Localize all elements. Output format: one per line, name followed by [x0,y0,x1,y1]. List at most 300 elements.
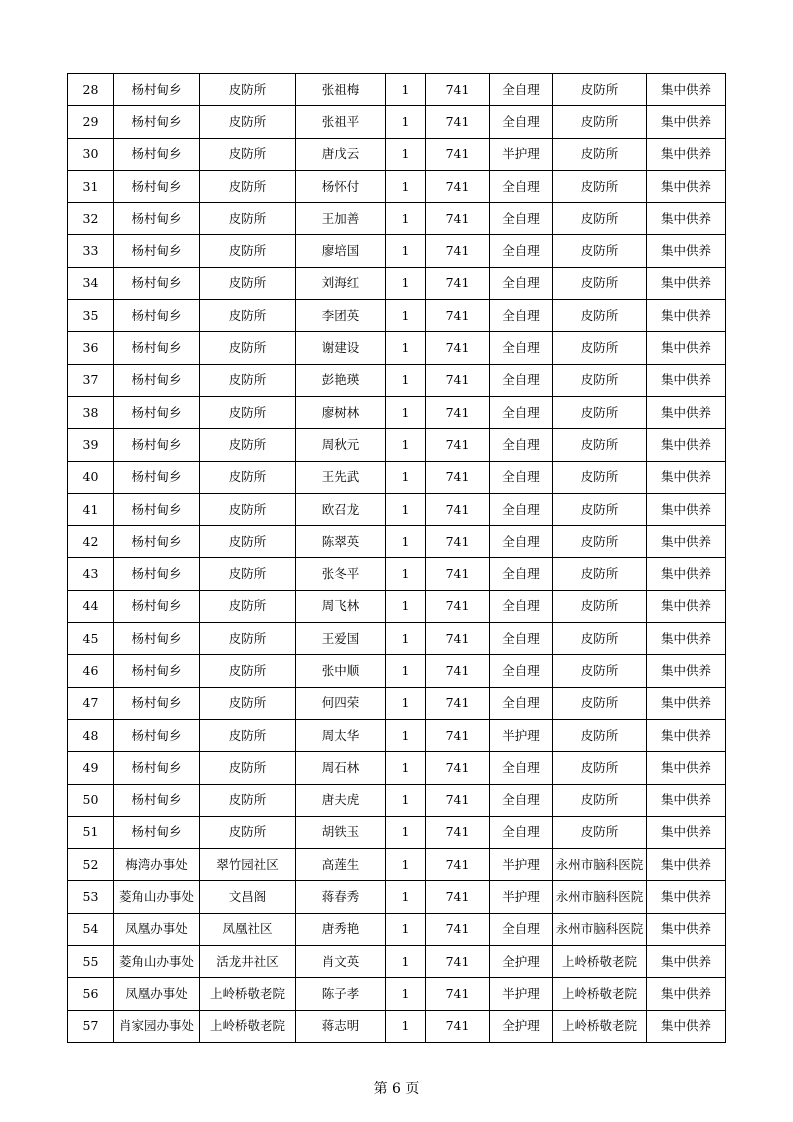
amount-cell: 741 [426,429,490,461]
count-cell: 1 [386,816,426,848]
row-number-cell: 42 [68,526,114,558]
support-type-cell: 集中供养 [647,623,726,655]
care-level-cell: 半护理 [490,881,553,913]
unit-cell: 皮防所 [200,267,296,299]
care-level-cell: 全自理 [490,655,553,687]
row-number-cell: 29 [68,106,114,138]
row-number-cell: 55 [68,946,114,978]
support-type-cell: 集中供养 [647,881,726,913]
township-cell: 杨村甸乡 [114,655,200,687]
institution-cell: 皮防所 [553,655,647,687]
institution-cell: 皮防所 [553,332,647,364]
row-number-cell: 39 [68,429,114,461]
row-number-cell: 56 [68,978,114,1010]
township-cell: 杨村甸乡 [114,396,200,428]
care-level-cell: 全自理 [490,235,553,267]
table-row [68,881,726,913]
support-type-cell: 集中供养 [647,687,726,719]
support-type-cell: 集中供养 [647,235,726,267]
unit-cell: 皮防所 [200,235,296,267]
township-cell: 凤凰办事处 [114,978,200,1010]
table-row [68,170,726,202]
institution-cell: 皮防所 [553,106,647,138]
table-row [68,978,726,1010]
amount-cell: 741 [426,74,490,106]
institution-cell: 永州市脑科医院 [553,913,647,945]
care-level-cell: 全自理 [490,170,553,202]
township-cell: 杨村甸乡 [114,74,200,106]
count-cell: 1 [386,235,426,267]
support-type-cell: 集中供养 [647,784,726,816]
person-name-cell: 何四荣 [296,687,386,719]
table-row [68,816,726,848]
support-type-cell: 集中供养 [647,396,726,428]
table-row [68,74,726,106]
row-number-cell: 34 [68,267,114,299]
care-level-cell: 半护理 [490,849,553,881]
township-cell: 杨村甸乡 [114,106,200,138]
institution-cell: 皮防所 [553,300,647,332]
amount-cell: 741 [426,719,490,751]
unit-cell: 上岭桥敬老院 [200,1010,296,1042]
count-cell: 1 [386,687,426,719]
institution-cell: 皮防所 [553,493,647,525]
support-type-cell: 集中供养 [647,946,726,978]
institution-cell: 皮防所 [553,526,647,558]
amount-cell: 741 [426,332,490,364]
table-row [68,396,726,428]
unit-cell: 皮防所 [200,784,296,816]
amount-cell: 741 [426,526,490,558]
amount-cell: 741 [426,1010,490,1042]
support-type-cell: 集中供养 [647,913,726,945]
amount-cell: 741 [426,687,490,719]
support-type-cell: 集中供养 [647,849,726,881]
unit-cell: 皮防所 [200,203,296,235]
count-cell: 1 [386,364,426,396]
table-row [68,203,726,235]
row-number-cell: 32 [68,203,114,235]
care-level-cell: 全自理 [490,623,553,655]
row-number-cell: 33 [68,235,114,267]
row-number-cell: 43 [68,558,114,590]
township-cell: 杨村甸乡 [114,590,200,622]
care-level-cell: 全自理 [490,558,553,590]
amount-cell: 741 [426,300,490,332]
unit-cell: 皮防所 [200,558,296,590]
count-cell: 1 [386,752,426,784]
township-cell: 杨村甸乡 [114,461,200,493]
unit-cell: 皮防所 [200,493,296,525]
support-type-cell: 集中供养 [647,461,726,493]
amount-cell: 741 [426,396,490,428]
institution-cell: 皮防所 [553,752,647,784]
support-type-cell: 集中供养 [647,203,726,235]
unit-cell: 皮防所 [200,138,296,170]
township-cell: 杨村甸乡 [114,203,200,235]
unit-cell: 皮防所 [200,332,296,364]
row-number-cell: 53 [68,881,114,913]
support-type-cell: 集中供养 [647,655,726,687]
support-type-cell: 集中供养 [647,752,726,784]
institution-cell: 永州市脑科医院 [553,881,647,913]
table-row [68,332,726,364]
person-name-cell: 陈子孝 [296,978,386,1010]
table-body [68,74,726,1043]
support-type-cell: 集中供养 [647,816,726,848]
unit-cell: 皮防所 [200,719,296,751]
care-level-cell: 全自理 [490,784,553,816]
institution-cell: 皮防所 [553,235,647,267]
unit-cell: 文昌阁 [200,881,296,913]
row-number-cell: 47 [68,687,114,719]
amount-cell: 741 [426,784,490,816]
row-number-cell: 57 [68,1010,114,1042]
township-cell: 杨村甸乡 [114,752,200,784]
amount-cell: 741 [426,267,490,299]
row-number-cell: 52 [68,849,114,881]
count-cell: 1 [386,978,426,1010]
person-name-cell: 廖树林 [296,396,386,428]
count-cell: 1 [386,881,426,913]
unit-cell: 皮防所 [200,170,296,202]
institution-cell: 皮防所 [553,719,647,751]
count-cell: 1 [386,493,426,525]
care-level-cell: 半护理 [490,138,553,170]
unit-cell: 皮防所 [200,300,296,332]
care-level-cell: 全自理 [490,752,553,784]
institution-cell: 上岭桥敬老院 [553,1010,647,1042]
table-row [68,784,726,816]
count-cell: 1 [386,526,426,558]
person-name-cell: 张祖梅 [296,74,386,106]
count-cell: 1 [386,74,426,106]
unit-cell: 皮防所 [200,461,296,493]
table-row [68,235,726,267]
person-name-cell: 周秋元 [296,429,386,461]
institution-cell: 上岭桥敬老院 [553,946,647,978]
table-row [68,655,726,687]
person-name-cell: 廖培国 [296,235,386,267]
care-level-cell: 半护理 [490,719,553,751]
table-row [68,267,726,299]
table-row [68,461,726,493]
township-cell: 杨村甸乡 [114,235,200,267]
township-cell: 杨村甸乡 [114,138,200,170]
care-level-cell: 全自理 [490,429,553,461]
count-cell: 1 [386,558,426,590]
support-type-cell: 集中供养 [647,332,726,364]
township-cell: 菱角山办事处 [114,881,200,913]
person-name-cell: 周飞林 [296,590,386,622]
township-cell: 杨村甸乡 [114,719,200,751]
amount-cell: 741 [426,461,490,493]
count-cell: 1 [386,267,426,299]
row-number-cell: 40 [68,461,114,493]
support-type-cell: 集中供养 [647,590,726,622]
amount-cell: 741 [426,623,490,655]
person-name-cell: 杨怀付 [296,170,386,202]
amount-cell: 741 [426,558,490,590]
row-number-cell: 46 [68,655,114,687]
care-level-cell: 全自理 [490,267,553,299]
person-name-cell: 高莲生 [296,849,386,881]
row-number-cell: 48 [68,719,114,751]
unit-cell: 皮防所 [200,687,296,719]
unit-cell: 凤凰社区 [200,913,296,945]
amount-cell: 741 [426,493,490,525]
amount-cell: 741 [426,138,490,170]
count-cell: 1 [386,332,426,364]
table-row [68,1010,726,1042]
care-level-cell: 全自理 [490,687,553,719]
unit-cell: 皮防所 [200,623,296,655]
institution-cell: 皮防所 [553,203,647,235]
unit-cell: 皮防所 [200,655,296,687]
amount-cell: 741 [426,913,490,945]
care-level-cell: 全自理 [490,461,553,493]
row-number-cell: 41 [68,493,114,525]
table-row [68,719,726,751]
table-row [68,849,726,881]
count-cell: 1 [386,138,426,170]
amount-cell: 741 [426,816,490,848]
person-name-cell: 刘海红 [296,267,386,299]
institution-cell: 皮防所 [553,364,647,396]
row-number-cell: 31 [68,170,114,202]
data-table [67,73,726,1043]
person-name-cell: 谢建设 [296,332,386,364]
support-type-cell: 集中供养 [647,719,726,751]
township-cell: 杨村甸乡 [114,267,200,299]
unit-cell: 皮防所 [200,816,296,848]
care-level-cell: 全护理 [490,1010,553,1042]
person-name-cell: 周石林 [296,752,386,784]
count-cell: 1 [386,429,426,461]
institution-cell: 皮防所 [553,558,647,590]
count-cell: 1 [386,170,426,202]
care-level-cell: 全自理 [490,74,553,106]
township-cell: 杨村甸乡 [114,493,200,525]
support-type-cell: 集中供养 [647,300,726,332]
row-number-cell: 45 [68,623,114,655]
care-level-cell: 全自理 [490,106,553,138]
row-number-cell: 35 [68,300,114,332]
unit-cell: 皮防所 [200,396,296,428]
unit-cell: 皮防所 [200,590,296,622]
institution-cell: 皮防所 [553,623,647,655]
institution-cell: 皮防所 [553,461,647,493]
count-cell: 1 [386,1010,426,1042]
person-name-cell: 张冬平 [296,558,386,590]
count-cell: 1 [386,203,426,235]
amount-cell: 741 [426,655,490,687]
care-level-cell: 全自理 [490,816,553,848]
institution-cell: 皮防所 [553,816,647,848]
table-row [68,946,726,978]
table-row [68,590,726,622]
count-cell: 1 [386,655,426,687]
unit-cell: 皮防所 [200,752,296,784]
township-cell: 菱角山办事处 [114,946,200,978]
support-type-cell: 集中供养 [647,978,726,1010]
person-name-cell: 肖文英 [296,946,386,978]
count-cell: 1 [386,623,426,655]
support-type-cell: 集中供养 [647,526,726,558]
person-name-cell: 唐秀艳 [296,913,386,945]
support-type-cell: 集中供养 [647,170,726,202]
amount-cell: 741 [426,946,490,978]
care-level-cell: 半护理 [490,978,553,1010]
care-level-cell: 全自理 [490,913,553,945]
township-cell: 杨村甸乡 [114,816,200,848]
person-name-cell: 陈翠英 [296,526,386,558]
care-level-cell: 全自理 [490,203,553,235]
support-type-cell: 集中供养 [647,1010,726,1042]
person-name-cell: 李团英 [296,300,386,332]
care-level-cell: 全自理 [490,396,553,428]
township-cell: 肖家园办事处 [114,1010,200,1042]
township-cell: 杨村甸乡 [114,429,200,461]
care-level-cell: 全自理 [490,332,553,364]
person-name-cell: 彭艳瑛 [296,364,386,396]
township-cell: 杨村甸乡 [114,332,200,364]
amount-cell: 741 [426,752,490,784]
amount-cell: 741 [426,881,490,913]
person-name-cell: 唐夫虎 [296,784,386,816]
institution-cell: 皮防所 [553,429,647,461]
unit-cell: 上岭桥敬老院 [200,978,296,1010]
person-name-cell: 胡铁玉 [296,816,386,848]
amount-cell: 741 [426,235,490,267]
support-type-cell: 集中供养 [647,267,726,299]
row-number-cell: 30 [68,138,114,170]
township-cell: 杨村甸乡 [114,364,200,396]
count-cell: 1 [386,719,426,751]
person-name-cell: 王加善 [296,203,386,235]
person-name-cell: 蒋志明 [296,1010,386,1042]
table-row [68,526,726,558]
unit-cell: 皮防所 [200,364,296,396]
support-type-cell: 集中供养 [647,493,726,525]
table-row [68,558,726,590]
person-name-cell: 张中顺 [296,655,386,687]
person-name-cell: 欧召龙 [296,493,386,525]
support-type-cell: 集中供养 [647,106,726,138]
row-number-cell: 36 [68,332,114,364]
count-cell: 1 [386,849,426,881]
table-row [68,138,726,170]
unit-cell: 皮防所 [200,526,296,558]
care-level-cell: 全自理 [490,364,553,396]
unit-cell: 活龙井社区 [200,946,296,978]
count-cell: 1 [386,946,426,978]
township-cell: 杨村甸乡 [114,623,200,655]
table-row [68,623,726,655]
support-type-cell: 集中供养 [647,138,726,170]
table-row [68,364,726,396]
amount-cell: 741 [426,849,490,881]
row-number-cell: 28 [68,74,114,106]
institution-cell: 皮防所 [553,74,647,106]
unit-cell: 皮防所 [200,74,296,106]
amount-cell: 741 [426,978,490,1010]
amount-cell: 741 [426,590,490,622]
support-type-cell: 集中供养 [647,558,726,590]
table-row [68,300,726,332]
row-number-cell: 37 [68,364,114,396]
count-cell: 1 [386,461,426,493]
care-level-cell: 全自理 [490,493,553,525]
table-row [68,429,726,461]
institution-cell: 皮防所 [553,784,647,816]
row-number-cell: 50 [68,784,114,816]
institution-cell: 皮防所 [553,687,647,719]
table-row [68,687,726,719]
township-cell: 杨村甸乡 [114,300,200,332]
row-number-cell: 54 [68,913,114,945]
support-type-cell: 集中供养 [647,74,726,106]
count-cell: 1 [386,590,426,622]
amount-cell: 741 [426,170,490,202]
care-level-cell: 全自理 [490,300,553,332]
person-name-cell: 王爱国 [296,623,386,655]
table-row [68,493,726,525]
township-cell: 杨村甸乡 [114,784,200,816]
care-level-cell: 全自理 [490,590,553,622]
person-name-cell: 唐戊云 [296,138,386,170]
township-cell: 梅湾办事处 [114,849,200,881]
amount-cell: 741 [426,364,490,396]
amount-cell: 741 [426,203,490,235]
table-row [68,752,726,784]
institution-cell: 皮防所 [553,590,647,622]
row-number-cell: 51 [68,816,114,848]
township-cell: 杨村甸乡 [114,526,200,558]
row-number-cell: 49 [68,752,114,784]
institution-cell: 皮防所 [553,138,647,170]
township-cell: 杨村甸乡 [114,170,200,202]
count-cell: 1 [386,913,426,945]
row-number-cell: 38 [68,396,114,428]
support-type-cell: 集中供养 [647,364,726,396]
table-row [68,913,726,945]
institution-cell: 上岭桥敬老院 [553,978,647,1010]
table-row [68,106,726,138]
support-type-cell: 集中供养 [647,429,726,461]
township-cell: 凤凰办事处 [114,913,200,945]
unit-cell: 翠竹园社区 [200,849,296,881]
count-cell: 1 [386,300,426,332]
page-number: 第 6 页 [373,1081,420,1097]
person-name-cell: 周太华 [296,719,386,751]
count-cell: 1 [386,396,426,428]
unit-cell: 皮防所 [200,429,296,461]
institution-cell: 皮防所 [553,170,647,202]
count-cell: 1 [386,106,426,138]
institution-cell: 永州市脑科医院 [553,849,647,881]
institution-cell: 皮防所 [553,267,647,299]
township-cell: 杨村甸乡 [114,558,200,590]
township-cell: 杨村甸乡 [114,687,200,719]
care-level-cell: 全护理 [490,946,553,978]
person-name-cell: 王先武 [296,461,386,493]
person-name-cell: 蒋春秀 [296,881,386,913]
unit-cell: 皮防所 [200,106,296,138]
amount-cell: 741 [426,106,490,138]
row-number-cell: 44 [68,590,114,622]
count-cell: 1 [386,784,426,816]
